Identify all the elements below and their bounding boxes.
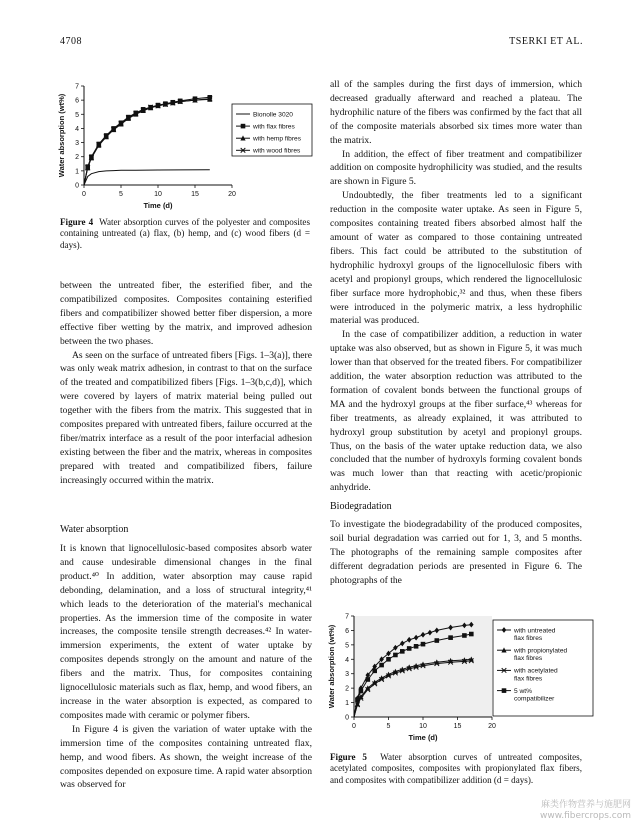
right-paragraph-3: Undoubtedly, the fiber treatments led to a significant reduction in the composite water uptake. As seen in Figure 5, composites containing treated fibers absorbed almost half the amount of water as compared to those containing untreated fibers. This fact could be attributed to the substitution of hydrophilic hydroxyl groups of the lignocellulosic fibers with acetyl and propionyl groups, which rendered the lignocellulosic fiber surface more hydrophobic,³² and thus, when these fibers were introduced in the polymeric matrix, a less hydrophilic material was produced. xyxy=(330,190,582,327)
data-point xyxy=(469,632,474,637)
y-tick-label: 4 xyxy=(345,656,349,664)
data-point xyxy=(372,669,377,674)
left-paragraph-1: between the untreated fiber, the esterified fiber, and the compatibilized composites. Composites containing esterified fibers and compatibilizer showed better fiber dispersion, a more effective fiber wetting by the matrix, and improved adhesion between the two phases. xyxy=(60,280,312,347)
y-tick-label: 2 xyxy=(345,685,349,693)
figure-5-caption xyxy=(330,752,582,786)
y-tick-label: 5 xyxy=(75,111,79,119)
y-tick-label: 3 xyxy=(345,671,349,679)
x-tick-label: 20 xyxy=(488,723,496,730)
series-1 xyxy=(84,170,210,185)
data-point xyxy=(359,689,364,694)
left-paragraph-4: In Figure 4 is given the variation of water uptake with the immersion time of the composites containing untreated flax, hemp, and wood fibers. As shown, the weight increase of the composites depended on exposure time. A rapid water absorption was observed for xyxy=(60,723,312,791)
y-tick-label: 7 xyxy=(75,83,79,91)
data-point xyxy=(414,644,419,649)
y-tick-label: 5 xyxy=(345,642,349,650)
series-line xyxy=(84,170,210,185)
x-axis-label: Time (d) xyxy=(143,201,173,210)
right-paragraph-4: In the case of compatibilizer addition, a reduction in water uptake was also observed, but as shown in Figure 5, it was much lower than that observed for the treated fibers. For compatibilizer addition, the water absorption reduction was attributed to the formation of covalent bonds between the functional groups of MA and the hydroxyl groups at the fiber surface,⁴³ whereas for fiber treatments, as already explained, it was attributed to hydroxyl group substitution by acetyl and propionyl groups. Thus, on the basis of the water uptake reduction data, we also concluded that the number of hydroxyls forming covalent bonds was much lower than that reacting with acetic/propionic anhydride. xyxy=(330,329,582,494)
y-tick-label: 0 xyxy=(75,182,79,190)
legend-label: with acetylated flax fibres xyxy=(514,667,558,683)
left-column-bottom xyxy=(60,542,312,792)
figure-5-label: Figure 5 xyxy=(330,752,367,762)
legend xyxy=(493,620,593,716)
y-tick-label: 3 xyxy=(75,140,79,148)
x-tick-label: 10 xyxy=(419,723,427,730)
x-tick-label: 15 xyxy=(453,723,462,730)
legend-marker xyxy=(241,124,246,129)
series-line xyxy=(84,99,210,185)
x-tick-label: 15 xyxy=(191,191,199,198)
data-point xyxy=(393,653,398,658)
watermark xyxy=(540,800,631,822)
y-tick-label: 6 xyxy=(75,97,79,105)
data-point xyxy=(407,646,412,651)
legend-label: Bionolle 3020 xyxy=(253,111,293,119)
right-paragraph-5: To investigate the biodegradability of the produced composites, soil burial degradation was carried out for 1, 3, and 5 months. The photographs of the remaining sample composites after different degradation periods are presented in Figure 6. The photographs of the xyxy=(330,519,582,586)
legend-label: with flax fibres xyxy=(253,123,295,131)
watermark-line-2: www.fibercrops.com xyxy=(540,811,631,821)
figure-4-caption-text: Water absorption curves of the polyester and composites containing untreated (a) flax, (b) hemp, and (c) wood fibers (d = days). xyxy=(60,217,310,250)
legend-label: with hemp fibres xyxy=(253,135,302,143)
right-column-bottom xyxy=(330,518,582,588)
left-paragraph-3: It is known that lignocellulosic-based composites absorb water and cause undesirable dimensional changes in the final product.⁴⁰ In addition, water absorption may cause rapid debonding, delamination, and a loss of structural integrity,⁴¹ which leads to the deterioration of the material's mechanical properties. As the immersion time of the composite in water increases, the composite tensile strength decreases.⁴² In water-immersion experiments, the extent of water uptake by composites depends strongly on the amount and nature of the fibers and the matrix. Thus, for composites containing lignocellulosic materials such as flax, hemp, and wood fibers, an increase in the water absorption is expected, as compared to composites made with ceramic or polymer fibers. xyxy=(60,543,312,721)
x-tick-label: 20 xyxy=(228,191,236,198)
left-column-top xyxy=(60,279,312,488)
data-point xyxy=(386,657,391,662)
x-tick-label: 10 xyxy=(154,191,162,198)
figure-4-chart xyxy=(58,78,313,213)
legend-label: 5 wt% compatibilizer xyxy=(514,687,555,703)
legend xyxy=(232,104,312,156)
figure-5-chart xyxy=(328,606,593,751)
figure-5-caption-text: Water absorption curves of untreated composites, acetylated composites, composites with propionylated flax fibers, and composites with compatibilizer addition (d = days). xyxy=(330,752,582,785)
running-title: TSERKI ET AL. xyxy=(509,36,583,47)
legend-marker xyxy=(502,688,507,693)
data-point xyxy=(448,635,453,640)
data-point xyxy=(355,697,360,702)
right-paragraph-1: all of the samples during the first days of immersion, which decreased gradually afterward and reached a plateau. The hydrophilic nature of the fibers was confirmed by the fact that all of the composite materials absorbed six times more water than the matrix. xyxy=(330,79,582,146)
data-point xyxy=(379,663,384,668)
watermark-line-1: 麻类作物营养与施肥网 xyxy=(540,800,631,810)
x-tick-label: 5 xyxy=(119,191,123,198)
y-tick-label: 1 xyxy=(75,168,79,176)
y-axis-label: Water absorption (wt%) xyxy=(327,624,336,709)
x-tick-label: 5 xyxy=(386,723,391,730)
figure-4-label: Figure 4 xyxy=(60,217,94,227)
section-heading-biodegradation: Biodegradation xyxy=(330,501,392,512)
x-tick-label: 0 xyxy=(82,191,86,198)
y-tick-label: 6 xyxy=(345,627,349,635)
y-tick-label: 1 xyxy=(345,700,349,708)
right-column-top xyxy=(330,78,582,495)
series-3 xyxy=(84,97,212,185)
right-paragraph-2: In addition, the effect of fiber treatment and compatibilizer addition on composite hydrophilicity was studied, and the results are shown in Figure 5. xyxy=(330,148,582,188)
page-number: 4708 xyxy=(60,36,82,47)
legend-label: with untreated flax fibres xyxy=(514,627,556,642)
data-point xyxy=(462,633,467,638)
x-tick-label: 0 xyxy=(352,723,356,730)
x-axis-label: Time (d) xyxy=(408,733,438,742)
legend-label: with wood fibres xyxy=(253,147,301,155)
y-tick-label: 4 xyxy=(75,125,79,133)
y-tick-label: 0 xyxy=(345,714,349,722)
legend-label: with propionylated flax fibres xyxy=(514,647,568,663)
section-heading-water-absorption: Water absorption xyxy=(60,524,129,535)
y-axis-label: Water absorption (wt%) xyxy=(57,93,66,178)
data-point xyxy=(366,677,371,682)
left-paragraph-2: As seen on the surface of untreated fibers [Figs. 1–3(a)], there was only weak matrix adhesion, in contrast to that on the surface of the treated and compatibilized fibers [Figs. 1–3(b,c,d)], which were covered by layers of matrix material being pulled out together with the fibers from the matrix. This suggested that in composites prepared with untreated fibers, failure occurred at the fiber/matrix interface as a result of the poor interfacial adhesion existing between the fiber and the matrix, whereas in composites prepared with treated and compatibilized fibers, failure increasingly occurred within the matrix. xyxy=(60,349,312,486)
y-tick-label: 7 xyxy=(345,613,349,621)
data-point xyxy=(400,649,405,654)
data-point xyxy=(421,642,426,647)
y-tick-label: 2 xyxy=(75,154,79,162)
series-line xyxy=(84,99,210,185)
data-point xyxy=(435,638,440,643)
figure-4-caption xyxy=(60,217,310,251)
